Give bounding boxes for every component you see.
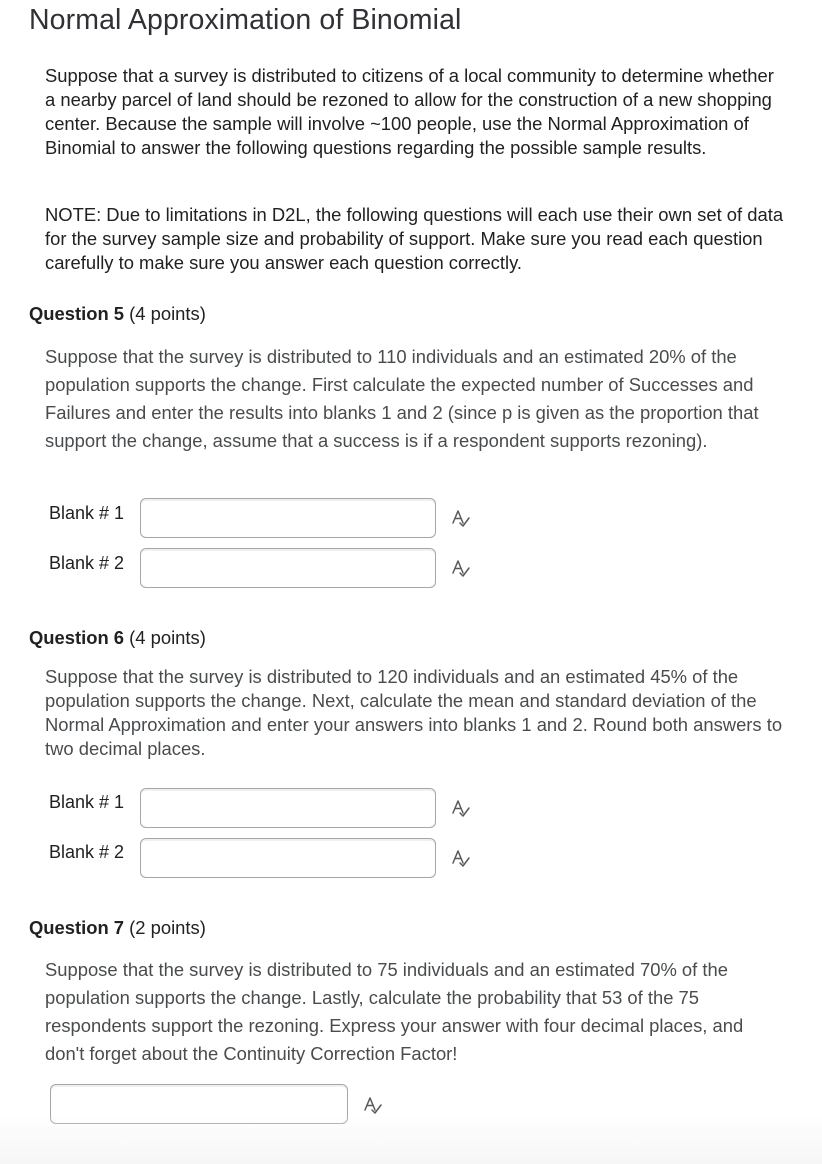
bottom-fade [0,1114,822,1164]
question-5-points: (4 points) [129,303,206,324]
question-5-header [29,303,206,325]
q6-blank-2-label: Blank # 2 [49,842,125,862]
q5-blank-2-label: Blank # 2 [49,553,125,573]
question-7-body: Suppose that the survey is distributed to 75 individuals and an estimated 70% of the population supports the change. Lastly, calculate the probability that 53 of the 75 respondents support the rezoning. Express your answer with four decimal places, and don't forget about the Continuity Correction Factor! [45,959,744,1064]
question-6-body: Suppose that the survey is distributed to 120 individuals and an estimated 45% of the population supports the change. Next, calculate the mean and standard deviation of the Normal Approximation and enter your answers into blanks 1 and 2. Round both answers to two decimal places. [45,666,783,759]
q5-blank-1-label: Blank # 1 [49,503,125,523]
spellcheck-icon[interactable] [451,509,471,529]
question-5-body: Suppose that the survey is distributed to 110 individuals and an estimated 20% of the population supports the change. First calculate the expected number of Successes and Failures and enter the results into blanks 1 and 2 (since p is given as the proportion that support the change, assume that a success is if a respondent supports rezoning). [45,346,759,451]
spellcheck-icon[interactable] [451,559,471,579]
spellcheck-icon[interactable] [451,799,471,819]
question-6-label: Question 6 [29,627,125,648]
page-title: Normal Approximation of Binomial [29,4,462,36]
q5-blank-2-input[interactable] [140,548,436,588]
spellcheck-icon[interactable] [363,1096,383,1116]
q6-blank-1-input[interactable] [140,788,436,828]
question-6-points: (4 points) [129,627,206,648]
q6-blank-1-label: Blank # 1 [49,792,125,812]
spellcheck-icon[interactable] [451,849,471,869]
question-5-label: Question 5 [29,303,125,324]
question-7-header [29,917,206,939]
question-6-header [29,627,206,649]
q5-blank-1-input[interactable] [140,498,436,538]
intro-paragraph: Suppose that a survey is distributed to citizens of a local community to determine whether a nearby parcel of land should be rezoned to allow for the construction of a new shopping center. Because the sample will involve ~100 people, use the Normal Approximation of Binomial to answer the following questions regarding the possible sample results. [45,65,774,158]
question-7-points: (2 points) [129,917,206,938]
q6-blank-2-input[interactable] [140,838,436,878]
note-paragraph: NOTE: Due to limitations in D2L, the following questions will each use their own set of data for the survey sample size and probability of support. Make sure you read each question carefully to make sure you answer each question correctly. [45,204,784,273]
question-7-label: Question 7 [29,917,125,938]
